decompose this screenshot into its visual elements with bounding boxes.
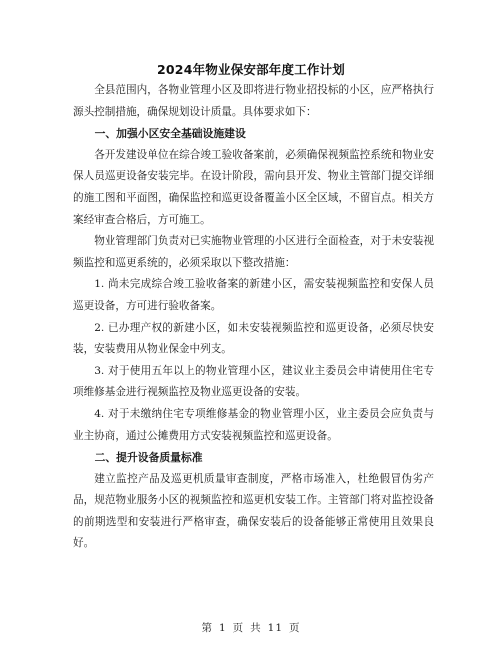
document-body bbox=[73, 80, 434, 555]
section1-list-item-4: 4. 对于未缴纳住宅专项维修基金的物业管理小区，业主委员会应负责与业主协商，通过公摊费用方式安装视频监控和巡更设备。 bbox=[73, 407, 434, 442]
footer-di: 第 bbox=[201, 622, 213, 634]
section1-list-item-3: 3. 对于使用五年以上的物业管理小区，建议业主委员会申请使用住宅专项维修基金进行视频监控及物业巡更设备的安装。 bbox=[73, 364, 434, 399]
document-title: 2024年物业保安部年度工作计划 bbox=[157, 62, 345, 77]
footer-ye: 页 bbox=[232, 622, 245, 634]
footer-ye2: 页 bbox=[289, 622, 301, 634]
section1-list-item-2: 2. 已办理产权的新建小区，如未安装视频监控和巡更设备，必须尽快安装，安装费用从物业保金中列支。 bbox=[73, 321, 434, 356]
section1-paragraph-1: 各开发建设单位在综合竣工验收备案前，必须确保视频监控系统和物业安保人员巡更设备安装完毕。在设计阶段，需向县开发、物业主管部门提交详细的施工图和平面图，确保监控和巡更设备覆盖小区全区域，不留盲点。相关方案经审查合格后，方可施工。 bbox=[73, 148, 434, 226]
footer-page-number: 1 bbox=[218, 622, 227, 634]
section-heading-2: 二、提升设备质量标准 bbox=[94, 451, 203, 465]
section1-list-item-1: 1. 尚未完成综合竣工验收备案的新建小区，需安装视频监控和安保人员巡更设备，方可进行验收备案。 bbox=[73, 278, 434, 312]
footer-gong: 共 bbox=[250, 622, 262, 634]
section-heading-1: 一、加强小区安全基础设施建设 bbox=[94, 127, 246, 141]
footer-total-pages: 11 bbox=[267, 622, 284, 634]
section1-paragraph-2: 物业管理部门负责对已实施物业管理的小区进行全面检查，对于未安装视频监控和巡更系统的，必须采取以下整改措施： bbox=[73, 235, 434, 269]
intro-paragraph: 全县范围内，各物业管理小区及即将进行物业招投标的小区，应严格执行源头控制措施，确保规划设计质量。具体要求如下： bbox=[73, 84, 434, 118]
page-footer bbox=[0, 620, 502, 635]
section2-paragraph-1: 建立监控产品及巡更机质量审查制度，严格市场准入，杜绝假冒伪劣产品，规范物业服务小区的视频监控和巡更机安装工作。主管部门将对监控设备的前期选型和安装进行严格审查，确保安装后的设备能够正常使用且效果良好。 bbox=[73, 472, 434, 550]
